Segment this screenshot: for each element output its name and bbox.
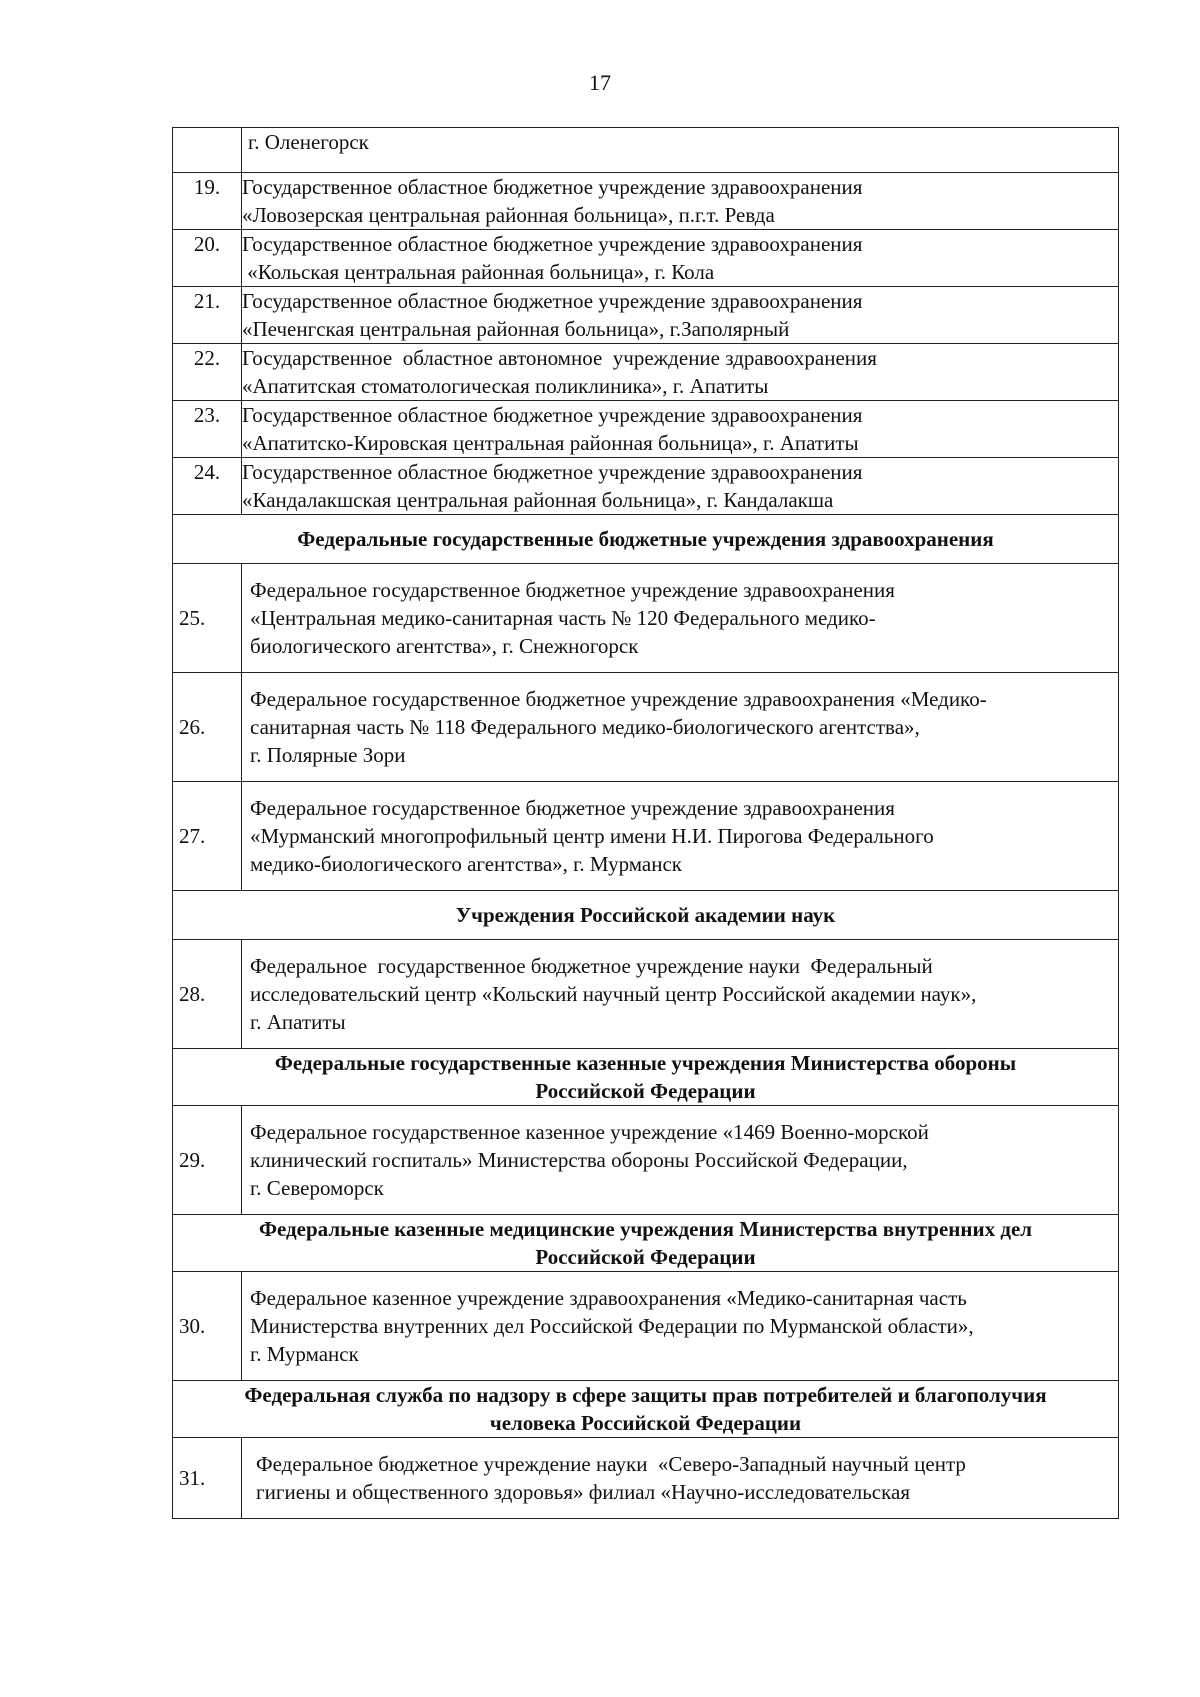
section-row bbox=[173, 1381, 1119, 1438]
row-line: Государственное областное бюджетное учреждение здравоохранения bbox=[242, 232, 863, 256]
section-row bbox=[173, 1215, 1119, 1272]
row-text-cell bbox=[242, 1438, 1119, 1519]
row-line: Государственное областное автономное учреждение здравоохранения bbox=[242, 346, 877, 370]
row-line: Федеральное государственное бюджетное учреждение здравоохранения bbox=[250, 578, 895, 602]
row-line: Государственное областное бюджетное учреждение здравоохранения bbox=[242, 403, 863, 427]
section-line: Федеральные государственные бюджетные учреждения здравоохранения bbox=[297, 527, 994, 551]
row-text-cell bbox=[242, 344, 1119, 401]
table-row bbox=[173, 401, 1119, 458]
row-text-cell bbox=[242, 1272, 1119, 1381]
row-line: биологического агентства», г. Снежногорск bbox=[250, 634, 639, 658]
row-line: Федеральное государственное бюджетное учреждение науки Федеральный bbox=[250, 954, 933, 978]
row-text-cell bbox=[242, 1106, 1119, 1215]
section-heading bbox=[173, 1049, 1119, 1106]
table-row bbox=[173, 564, 1119, 673]
table-row bbox=[173, 1106, 1119, 1215]
row-line: Федеральное бюджетное учреждение науки «Северо-Западный научный центр bbox=[256, 1452, 966, 1476]
row-number-cell: 26. bbox=[173, 673, 242, 782]
row-number-cell: 31. bbox=[173, 1438, 242, 1519]
row-line: «Печенгская центральная районная больница», г.Заполярный bbox=[242, 317, 790, 341]
section-line: Федеральные казенные медицинские учреждения Министерства внутренних дел bbox=[258, 1217, 1033, 1241]
row-line: г. Оленегорск bbox=[248, 130, 369, 154]
row-line: Федеральное казенное учреждение здравоохранения «Медико-санитарная часть bbox=[250, 1286, 967, 1310]
row-line: г. Апатиты bbox=[250, 1010, 346, 1034]
table-row bbox=[173, 128, 1119, 173]
row-text-cell bbox=[242, 128, 1119, 173]
row-line: «Апатитско-Кировская центральная районная больница», г. Апатиты bbox=[242, 431, 859, 455]
section-heading bbox=[173, 515, 1119, 564]
row-line: исследовательский центр «Кольский научный центр Российской академии наук», bbox=[250, 982, 977, 1006]
section-line: Учреждения Российской академии наук bbox=[455, 903, 836, 927]
row-number-cell: 20. bbox=[173, 230, 242, 287]
row-line: «Кольская центральная районная больница», г. Кола bbox=[242, 260, 715, 284]
row-text-cell bbox=[242, 564, 1119, 673]
row-number-cell: 30. bbox=[173, 1272, 242, 1381]
row-text-cell bbox=[242, 230, 1119, 287]
section-heading bbox=[173, 1381, 1119, 1438]
row-line: Федеральное государственное казенное учреждение «1469 Военно-морской bbox=[250, 1120, 929, 1144]
row-text-cell bbox=[242, 940, 1119, 1049]
row-line: «Центральная медико-санитарная часть № 120 Федерального медико- bbox=[250, 606, 876, 630]
row-text-cell bbox=[242, 458, 1119, 515]
row-number-cell: 28. bbox=[173, 940, 242, 1049]
row-line: Государственное областное бюджетное учреждение здравоохранения bbox=[242, 460, 863, 484]
table-row bbox=[173, 1272, 1119, 1381]
row-number-cell: 21. bbox=[173, 287, 242, 344]
organizations-table bbox=[172, 127, 1119, 1519]
table-row bbox=[173, 673, 1119, 782]
row-number-cell: 27. bbox=[173, 782, 242, 891]
row-number-cell: 25. bbox=[173, 564, 242, 673]
table-row bbox=[173, 782, 1119, 891]
page-number: 17 bbox=[589, 70, 611, 95]
row-text-cell bbox=[242, 401, 1119, 458]
row-line: медико-биологического агентства», г. Мурманск bbox=[250, 852, 682, 876]
row-text-cell bbox=[242, 782, 1119, 891]
row-number-cell: 22. bbox=[173, 344, 242, 401]
row-text-cell bbox=[242, 173, 1119, 230]
row-number-cell: 24. bbox=[173, 458, 242, 515]
row-line: г. Мурманск bbox=[250, 1342, 359, 1366]
row-line: «Ловозерская центральная районная больница», п.г.т. Ревда bbox=[242, 203, 775, 227]
row-number-cell: 29. bbox=[173, 1106, 242, 1215]
row-text-cell bbox=[242, 673, 1119, 782]
section-line: человека Российской Федерации bbox=[489, 1411, 802, 1435]
row-line: Федеральное государственное бюджетное учреждение здравоохранения «Медико- bbox=[250, 687, 987, 711]
section-line: Российской Федерации bbox=[535, 1245, 756, 1269]
row-number-cell bbox=[173, 128, 242, 173]
row-line: г. Североморск bbox=[250, 1176, 384, 1200]
row-line: «Мурманский многопрофильный центр имени Н.И. Пирогова Федерального bbox=[250, 824, 934, 848]
section-line: Федеральная служба по надзору в сфере защиты прав потребителей и благополучия bbox=[244, 1383, 1047, 1407]
row-line: гигиены и общественного здоровья» филиал «Научно-исследовательская bbox=[256, 1480, 910, 1504]
table-row bbox=[173, 287, 1119, 344]
section-line: Федеральные государственные казенные учреждения Министерства обороны bbox=[274, 1051, 1017, 1075]
table-row bbox=[173, 458, 1119, 515]
table-row bbox=[173, 344, 1119, 401]
row-line: Министерства внутренних дел Российской Федерации по Мурманской области», bbox=[250, 1314, 974, 1338]
section-row bbox=[173, 1049, 1119, 1106]
row-number-cell: 23. bbox=[173, 401, 242, 458]
row-line: клинический госпиталь» Министерства обороны Российской Федерации, bbox=[250, 1148, 908, 1172]
section-row bbox=[173, 515, 1119, 564]
row-line: г. Полярные Зори bbox=[250, 743, 406, 767]
row-line: Государственное областное бюджетное учреждение здравоохранения bbox=[242, 289, 863, 313]
row-line: Государственное областное бюджетное учреждение здравоохранения bbox=[242, 175, 863, 199]
section-heading bbox=[173, 1215, 1119, 1272]
row-line: «Апатитская стоматологическая поликлиника», г. Апатиты bbox=[242, 374, 769, 398]
row-text-cell bbox=[242, 287, 1119, 344]
row-line: санитарная часть № 118 Федерального медико-биологического агентства», bbox=[250, 715, 920, 739]
table-row bbox=[173, 173, 1119, 230]
section-line: Российской Федерации bbox=[535, 1079, 756, 1103]
section-row bbox=[173, 891, 1119, 940]
row-number-cell: 19. bbox=[173, 173, 242, 230]
table-row bbox=[173, 1438, 1119, 1519]
section-heading bbox=[173, 891, 1119, 940]
table-row bbox=[173, 940, 1119, 1049]
row-line: Федеральное государственное бюджетное учреждение здравоохранения bbox=[250, 796, 895, 820]
row-line: «Кандалакшская центральная районная больница», г. Кандалакша bbox=[242, 488, 834, 512]
table-row bbox=[173, 230, 1119, 287]
